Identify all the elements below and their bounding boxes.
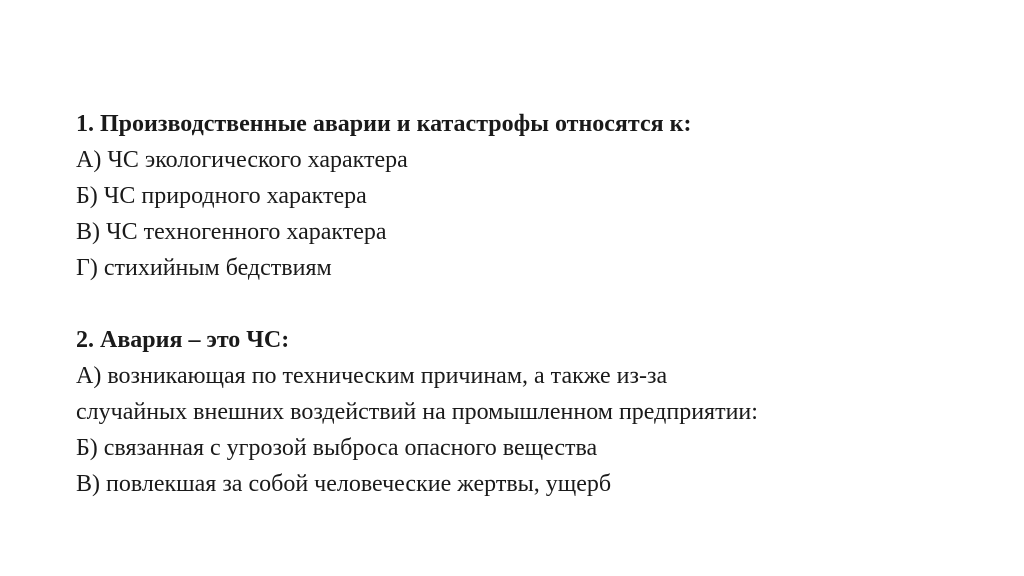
question-1-title: 1. Производственные аварии и катастрофы относятся к: (76, 111, 692, 137)
question-1-option-b: Б) ЧС природного характера (76, 183, 367, 209)
question-1-option-a: А) ЧС экологического характера (76, 147, 408, 173)
question-2-option-a-line-1: А) возникающая по техническим причинам, а также из-за (76, 363, 668, 389)
question-2-option-c: В) повлекшая за собой человеческие жертвы, ущерб (76, 471, 612, 497)
question-2-title: 2. Авария – это ЧС: (76, 327, 290, 353)
slide-content (76, 106, 976, 502)
question-1-option-d: Г) стихийным бедствиям (76, 255, 332, 281)
question-1-option-c: В) ЧС техногенного характера (76, 219, 387, 245)
question-2-option-b: Б) связанная с угрозой выброса опасного вещества (76, 435, 598, 461)
spacer (76, 286, 976, 322)
question-2-option-a-line-2: случайных внешних воздействий на промышленном предприятии: (76, 399, 758, 425)
